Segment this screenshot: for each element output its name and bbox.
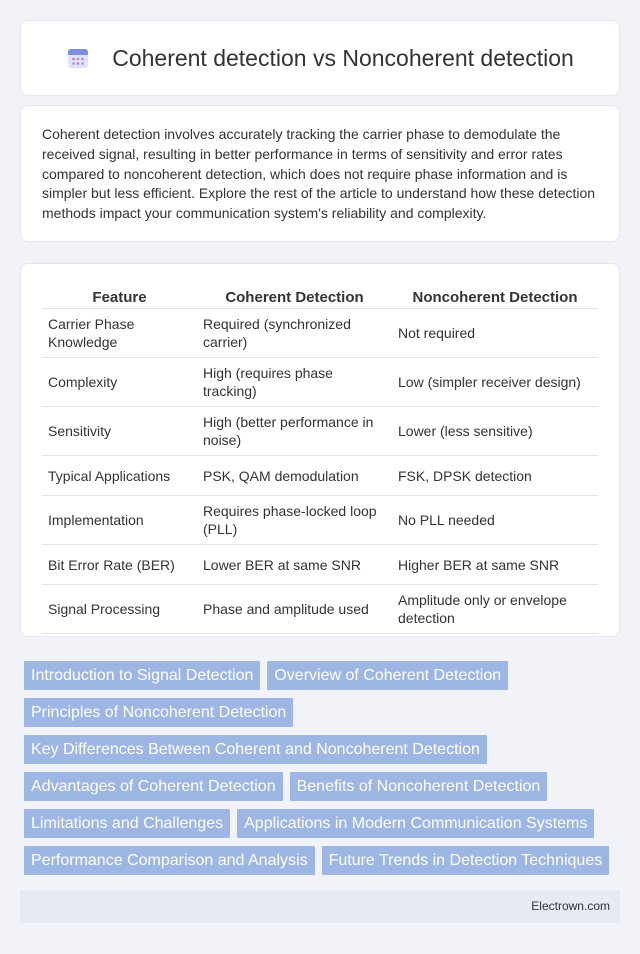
table-row	[42, 407, 598, 456]
comparison-table	[42, 283, 598, 634]
table-cell: Complexity	[42, 358, 197, 407]
table-cell: Lower (less sensitive)	[392, 407, 598, 456]
link-chip[interactable]: Introduction to Signal Detection	[24, 661, 260, 690]
link-row	[24, 661, 624, 690]
table-cell: Not required	[392, 309, 598, 358]
table-header-cell: Feature	[42, 283, 197, 309]
related-links	[24, 661, 624, 883]
table-cell: Signal Processing	[42, 585, 197, 634]
table-cell: High (better performance in noise)	[197, 407, 392, 456]
footer-site: Electrown.com	[531, 899, 610, 913]
calendar-icon	[66, 46, 90, 70]
intro-paragraph: Coherent detection involves accurately tracking the carrier phase to demodulate the received signal, resulting in better performance in terms of sensitivity and error rates compared to noncoherent detection, which does not require phase information and is simpler but less efficient. Explore the rest of the article to understand how these detection methods impact your communication system's reliability and complexity.	[42, 126, 596, 222]
link-row	[24, 698, 624, 727]
table-cell: Low (simpler receiver design)	[392, 358, 598, 407]
link-chip[interactable]: Limitations and Challenges	[24, 809, 230, 838]
table-row	[42, 358, 598, 407]
table-cell: Carrier Phase Knowledge	[42, 309, 197, 358]
table-header-row	[42, 283, 598, 309]
table-row	[42, 496, 598, 545]
table-row	[42, 545, 598, 585]
table-cell: Bit Error Rate (BER)	[42, 545, 197, 585]
table-cell: Required (synchronized carrier)	[197, 309, 392, 358]
table-cell: Lower BER at same SNR	[197, 545, 392, 585]
table-row	[42, 456, 598, 496]
link-row	[24, 846, 624, 875]
link-row	[24, 809, 624, 838]
table-header-cell: Coherent Detection	[197, 283, 392, 309]
table-cell: PSK, QAM demodulation	[197, 456, 392, 496]
link-row	[24, 772, 624, 801]
table-row	[42, 585, 598, 634]
table-cell: FSK, DPSK detection	[392, 456, 598, 496]
table-cell: Higher BER at same SNR	[392, 545, 598, 585]
link-chip[interactable]: Principles of Noncoherent Detection	[24, 698, 293, 727]
comparison-table-card	[20, 263, 620, 637]
title-card	[20, 20, 620, 96]
table-cell: Implementation	[42, 496, 197, 545]
table-header-cell: Noncoherent Detection	[392, 283, 598, 309]
table-cell: Sensitivity	[42, 407, 197, 456]
link-chip[interactable]: Benefits of Noncoherent Detection	[290, 772, 548, 801]
intro-card	[20, 105, 620, 242]
table-cell: No PLL needed	[392, 496, 598, 545]
table-row	[42, 309, 598, 358]
table-cell: Requires phase-locked loop (PLL)	[197, 496, 392, 545]
link-row	[24, 735, 624, 764]
link-chip[interactable]: Applications in Modern Communication Systems	[237, 809, 594, 838]
link-chip[interactable]: Key Differences Between Coherent and Noncoherent Detection	[24, 735, 487, 764]
footer	[20, 890, 620, 923]
link-chip[interactable]: Future Trends in Detection Techniques	[322, 846, 610, 875]
table-cell: High (requires phase tracking)	[197, 358, 392, 407]
table-cell: Amplitude only or envelope detection	[392, 585, 598, 634]
link-chip[interactable]: Overview of Coherent Detection	[267, 661, 508, 690]
table-cell: Phase and amplitude used	[197, 585, 392, 634]
page-title: Coherent detection vs Noncoherent detection	[112, 44, 574, 71]
table-cell: Typical Applications	[42, 456, 197, 496]
link-chip[interactable]: Performance Comparison and Analysis	[24, 846, 315, 875]
link-chip[interactable]: Advantages of Coherent Detection	[24, 772, 283, 801]
